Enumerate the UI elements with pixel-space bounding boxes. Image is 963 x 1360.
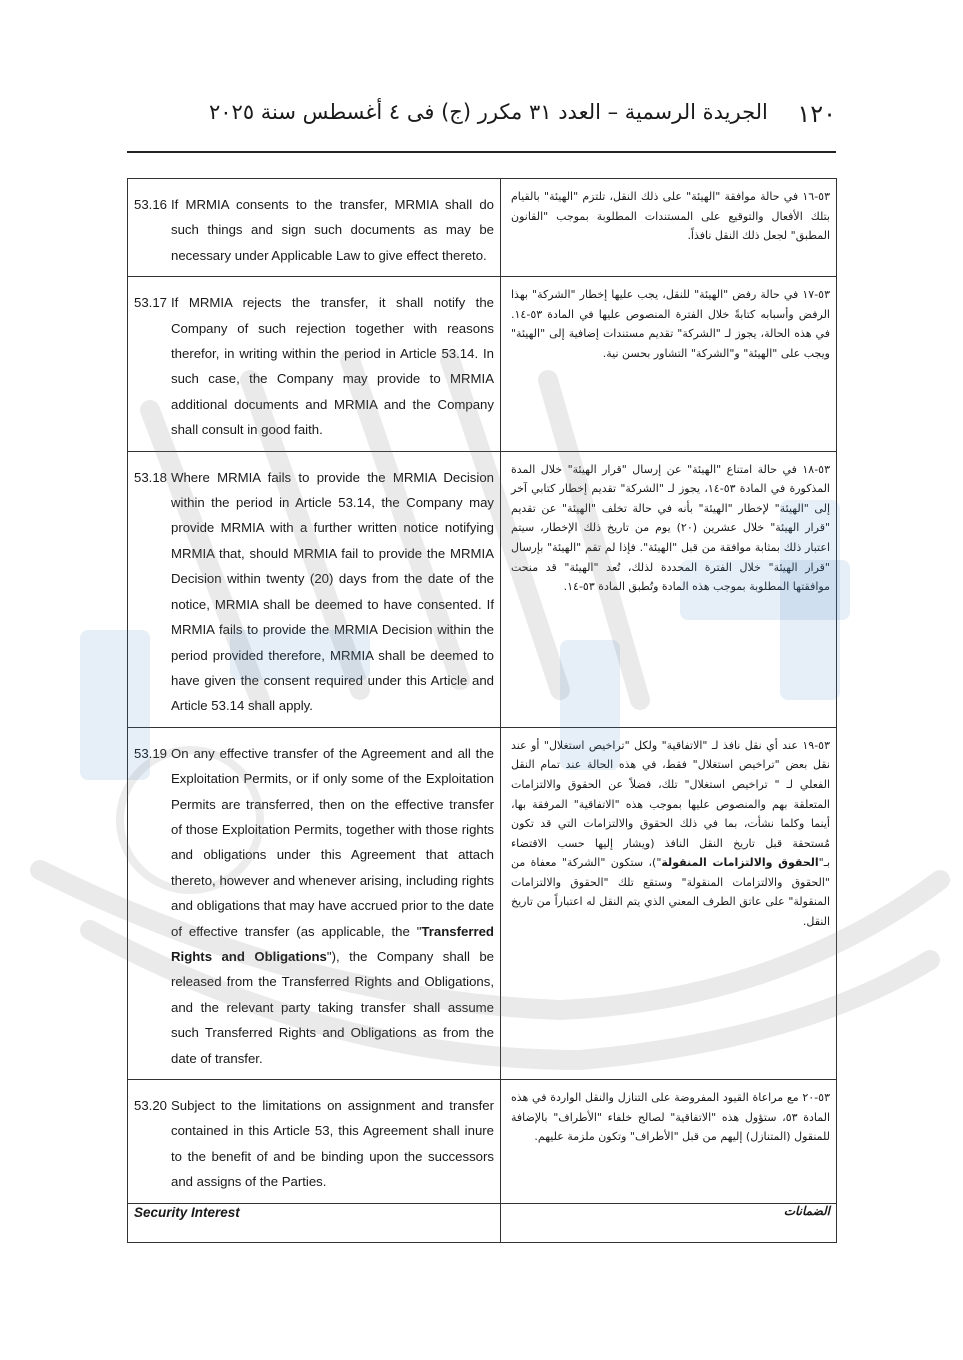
section-heading-en: Security Interest (134, 1204, 240, 1220)
clause-text-en: Subject to the limitations on assignment and transfer contained in this Article 53, this Agreement shall inure to the benefit of and be binding upon the successors and assigns of the Parties. (171, 1098, 494, 1190)
english-cell (128, 451, 501, 727)
arabic-cell (501, 1203, 837, 1242)
bilingual-table (127, 178, 837, 1243)
header-rule (127, 151, 836, 153)
clause-text-en (171, 741, 494, 1071)
clause-number: 53.20 (134, 1098, 168, 1113)
defined-term: الحقوق والالتزامات المنقولة (661, 856, 819, 870)
text-run: On any effective transfer of the Agreement and all the Exploitation Permits, or if only some of the Exploitation Permits are transferred, then on the effective transfer of those Exploitation Permits, together with those rights and obligations under this Agreement that attach thereto, however and whenever arising, including rights and obligations that may have accrued prior to the date of effective transfer (as applicable, the " (171, 745, 494, 939)
arabic-cell (501, 1080, 837, 1204)
clause-text-en: If MRMIA consents to the transfer, MRMIA shall do such things and sign such documents as may be necessary under Applicable Law to give effect thereto. (171, 197, 494, 263)
table-row (128, 1080, 837, 1204)
defined-term: Transferred Rights and Obligations (171, 923, 494, 964)
page-number: ١٢٠ (797, 100, 836, 128)
table-row (128, 179, 837, 277)
clause-number: 53.18 (134, 469, 168, 485)
table-row (128, 727, 837, 1079)
arabic-cell (501, 277, 837, 451)
clause-text-ar: ٥٣-١٦ في حالة موافقة "الهيئة" على ذلك النقل، تلتزم "الهيئة" بالقيام بتلك الأفعال والتوقيع على المستندات المطلوبة بموجب "القانون المطبق" لجعل ذلك النقل نافذاً. (511, 190, 830, 243)
section-heading-row (128, 1203, 837, 1242)
arabic-cell (501, 451, 837, 727)
clause-number: 53.17 (134, 295, 168, 311)
clause-text-ar: ٥٣-٢٠ مع مراعاة القيود المفروضة على التنازل والنقل الواردة في هذه المادة ٥٣، ستؤول هذه "الاتفاقية" لصالح خلفاء "الأطراف" بالإضافة للمنقول (المتنازل) إليهم من قبل "الأطراف" وتكون ملزمة عليهم. (511, 1091, 830, 1144)
english-cell (128, 179, 501, 277)
clause-text-ar: ٥٣-١٨ في حالة امتناع "الهيئة" عن إرسال "قرار الهيئة" خلال المدة المذكورة في المادة ٥٣-١٤، يجوز لـ "الشركة" تقديم إخطار كتابي آخر إلى "الهيئة" لإخطار "الهيئة" بأنه في حالة تخلف "الهيئة" عن تقديم "قرار الهيئة" خلال عشرين (٢٠) يوم من تاريخ ذلك الإخطار، سيتم اعتبار ذلك بمثابة موافقة من قبل "الهيئة". فإذا لم تقم "الهيئة" بإرسال "قرار الهيئة" خلال الفترة المحددة لذلك، تُعد "الهيئة" قد منحت موافقتها المطلوبة بموجب هذه المادة وتُطبق المادة ٥٣-١٤. (511, 462, 831, 594)
arabic-cell (501, 727, 837, 1079)
section-heading-ar: الضمانات (783, 1203, 830, 1218)
english-cell (128, 277, 501, 451)
clause-text-en: If MRMIA rejects the transfer, it shall notify the Company of such rejection together with reasons therefor, in writing within the period in Article 53.14. In such case, the Company may provide to MRMIA additional documents and MRMIA and the Company shall consult in good faith. (171, 295, 494, 438)
text-run: ")، ستكون "الشركة" معفاة من "الحقوق والالتزامات المنقولة" وستقع تلك "الحقوق والالتزامات المنقولة" على عاتق الطرف المعني الذي يتم النقل له اعتباراً من تاريخ النقل. (511, 856, 830, 929)
clause-text-ar: ٥٣-١٧ في حالة رفض "الهيئة" للنقل، يجب عليها إخطار "الشركة" بهذا الرفض وأسبابه كتابةً خلال الفترة المنصوص عليها في المادة ٥٣-١٤. في هذه الحالة، يجوز لـ "الشركة" تقديم مستندات إضافية إلى "الهيئة" ويجب على "الهيئة" و"الشركة" التشاور بحسن نية. (511, 288, 830, 360)
table-row (128, 451, 837, 727)
clause-text-en: Where MRMIA fails to provide the MRMIA Decision within the period in Article 53.14, the Company may provide MRMIA with a further written notice notifying MRMIA that, should MRMIA fail to provide the MRMIA Decision within twenty (20) days from the date of the notice, MRMIA shall be deemed to have consented. If MRMIA fails to provide the MRMIA Decision within the period provided therefore, MRMIA shall be deemed to have given the consent required under this Article and Article 53.14 shall apply. (171, 469, 494, 714)
english-cell (128, 727, 501, 1079)
english-cell (128, 1203, 501, 1242)
table-row (128, 277, 837, 451)
text-run: "), the Company shall be released from the Transferred Rights and Obligations, and the relevant party taking transfer shall assume such Transferred Rights and Obligations as from the date of transfer. (171, 948, 494, 1066)
page-header (127, 100, 836, 140)
arabic-cell (501, 179, 837, 277)
text-run: ٥٣-١٩ عند أي نقل نافذ لـ "الاتفاقية" ولكل "تراخيص استغلال" أو عند نقل بعض "تراخيص استغلال" فقط، في هذه الحالة عند تمام النقل الفعلي لـ " تراخيص استغلال" تلك، فضلاً عن الحقوق والالتزامات المتعلقة بهم والمنصوص عليها بموجب هذه "الاتفاقية" المرفقة بها، أينما وكلما نشأت، بما في ذلك الحقوق والالتزامات التي قد تكون مُستحقة قبل تاريخ النقل النافذ (ويشار إليها حسب الاقتضاء بـ" (511, 738, 830, 870)
gazette-title: الجريدة الرسمية – العدد ٣١ مكرر (ج) فى ٤ أغسطس سنة ٢٠٢٥ (209, 100, 768, 124)
clause-number: 53.16 (134, 197, 168, 212)
english-cell (128, 1080, 501, 1204)
clause-text-ar (511, 736, 830, 932)
clause-number: 53.19 (134, 745, 168, 761)
